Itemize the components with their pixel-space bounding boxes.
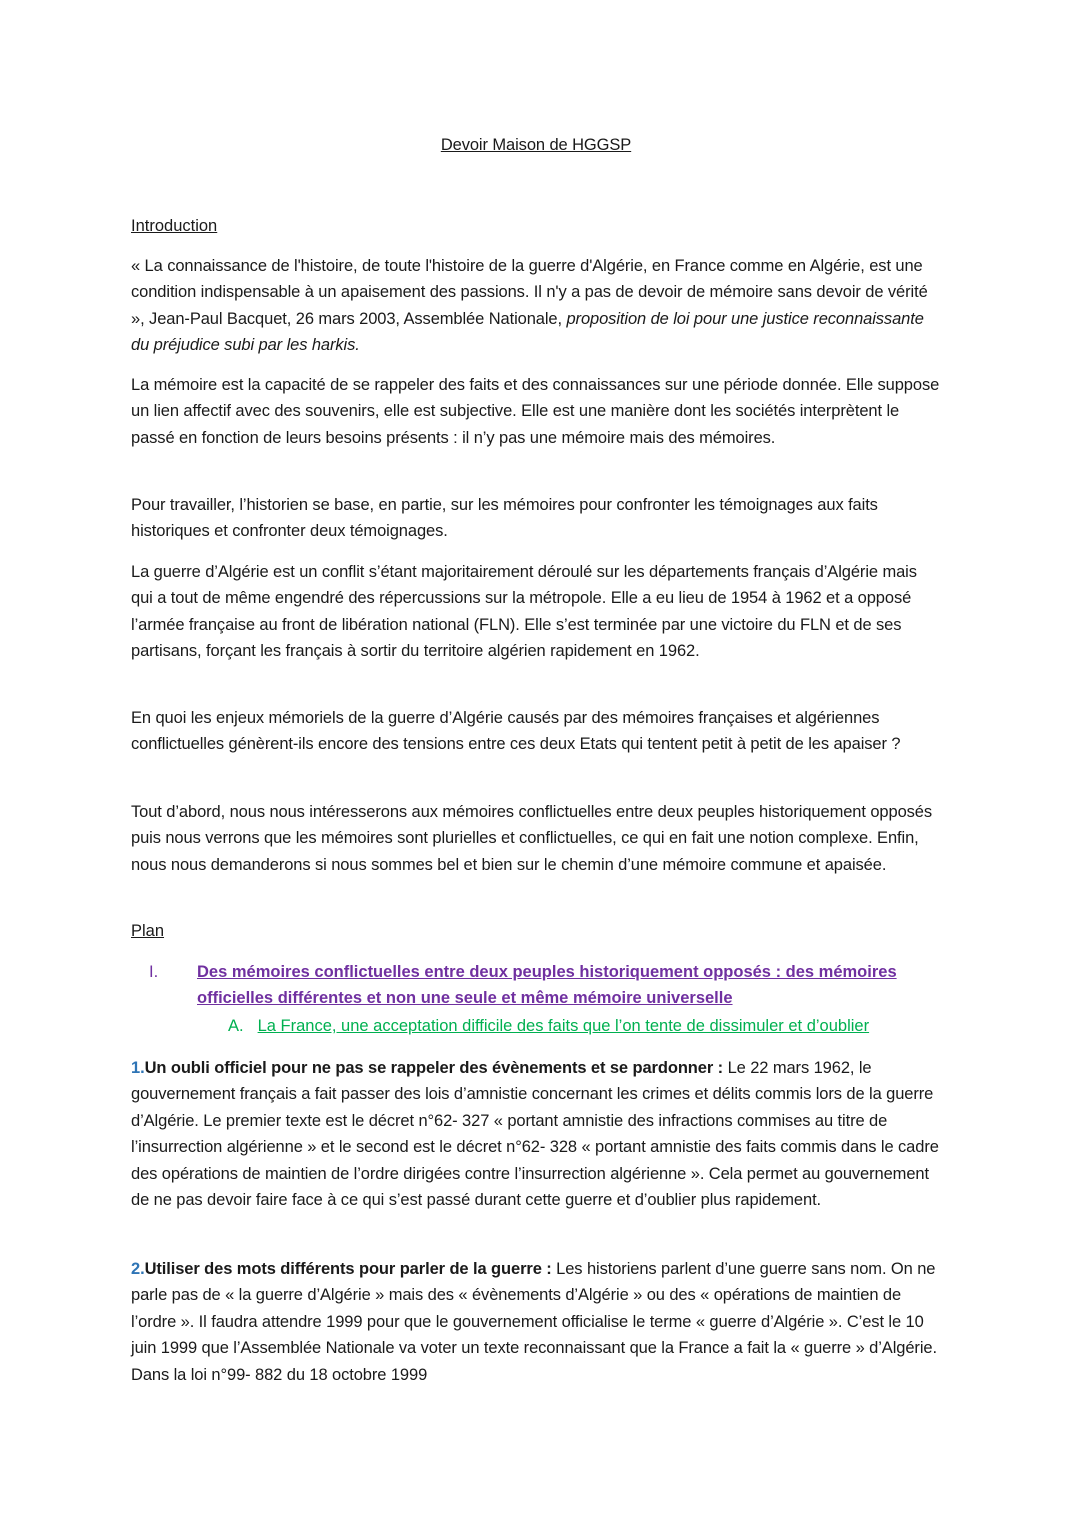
introduction-heading: Introduction bbox=[131, 217, 218, 235]
point-1-text: Le 22 mars 1962, le gouvernement français a fait passer des lois d’amnistie concernant les crimes et délits commis lors de la guerre d’Algérie. Le premier texte est le décret n°62- 327 « portant amnistie des infractions commises au titre de l’insurrection algérienne » et le second est le décret n°62- 328 « portant amnistie des faits commis dans le cadre des opérations de maintien de l’ordre dirigées contre l’insurrection algérienne ». Cela permet au gouvernement de ne pas devoir faire face à ce qui s’est passé durant cette guerre et d’oublier plus rapidement. bbox=[131, 1059, 939, 1210]
point-1-heading: Un oubli officiel pour ne pas se rappeler des évènements et se pardonner : bbox=[144, 1059, 728, 1077]
point-2 bbox=[131, 1256, 941, 1388]
point-2-heading: Utiliser des mots différents pour parler de la guerre : bbox=[144, 1260, 557, 1278]
plan-sub-part-a bbox=[228, 1013, 968, 1039]
quote-source-italic: proposition de loi pour une justice reconnaissante du préjudice subi par les harkis. bbox=[131, 309, 924, 355]
point-2-number: 2. bbox=[131, 1260, 145, 1278]
point-1 bbox=[131, 1055, 941, 1213]
point-2-text: Les historiens parlent d’une guerre sans nom. On ne parle pas de « la guerre d’Algérie » mais des « évènements d’Algérie » ou des « opérations de maintien de l’ordre ». Il faudra attendre 1999 pour que le gouvernement officialise le terme « guerre d’Algérie ». C’est le 10 juin 1999 que l’Assemblée Nationale va voter un texte reconnaissant que la France a fait la « guerre » d’Algérie. Dans la loi n°99- 882 du 18 octobre 1999 bbox=[131, 1260, 937, 1384]
paragraph-annonce-plan: Tout d’abord, nous nous intéresserons aux mémoires conflictuelles entre deux peuples historiquement opposés puis nous verrons que les mémoires sont plurielles et conflictuelles, ce qui en fait une notion complexe. Enfin, nous nous demanderons si nous sommes bel et bien sur le chemin d’une mémoire commune et apaisée. bbox=[131, 803, 933, 874]
document-title: Devoir Maison de HGGSP bbox=[440, 136, 632, 154]
plan-part-title: Des mémoires conflictuelles entre deux peuples historiquement opposés : des mémoires officielles différentes et non une seule et même mémoire universelle bbox=[197, 963, 897, 1007]
paragraph-problematique: En quoi les enjeux mémoriels de la guerre d’Algérie causés par des mémoires françaises et algériennes conflictuelles génèrent-ils encore des tensions entre ces deux Etats qui tentent petit à petit de les apaiser ? bbox=[131, 709, 901, 754]
paragraph-guerre-algerie: La guerre d’Algérie est un conflit s’étant majoritairement déroulé sur les départements français d’Algérie mais qui a tout de même engendré des répercussions sur la métropole. Elle a eu lieu de 1954 à 1962 et a opposé l’armée française au front de libération national (FLN). Elle s’est terminée par une victoire du FLN et de ses partisans, forçant les français à sortir du territoire algérien rapidement en 1962. bbox=[131, 563, 917, 661]
point-1-number: 1. bbox=[131, 1059, 145, 1077]
plan-heading: Plan bbox=[131, 922, 165, 940]
plan-part-number: I. bbox=[149, 963, 159, 981]
intro-quote bbox=[131, 253, 941, 359]
sub-part-title: La France, une acceptation difficile des faits que l’on tente de dissimuler et d’oublier bbox=[257, 1017, 870, 1035]
paragraph-historien: Pour travailler, l’historien se base, en partie, sur les mémoires pour confronter les témoignages aux faits historiques et confronter deux témoignages. bbox=[131, 496, 878, 541]
paragraph-memoire: La mémoire est la capacité de se rappeler des faits et des connaissances sur une période donnée. Elle suppose un lien affectif avec des souvenirs, elle est subjective. Elle est une manière dont les sociétés interprètent le passé en fonction de leurs besoins présents : il n’y pas une mémoire mais des mémoires. bbox=[131, 376, 940, 447]
quote-text: « La connaissance de l'histoire, de toute l'histoire de la guerre d'Algérie, en France comme en Algérie, est une condition indispensable à un apaisement des passions. Il n'y a pas de devoir de mémoire sans devoir de vérité », Jean-Paul Bacquet, 26 mars 2003, Assemblée Nationale, bbox=[131, 257, 928, 328]
sub-part-letter: A. bbox=[228, 1017, 244, 1035]
